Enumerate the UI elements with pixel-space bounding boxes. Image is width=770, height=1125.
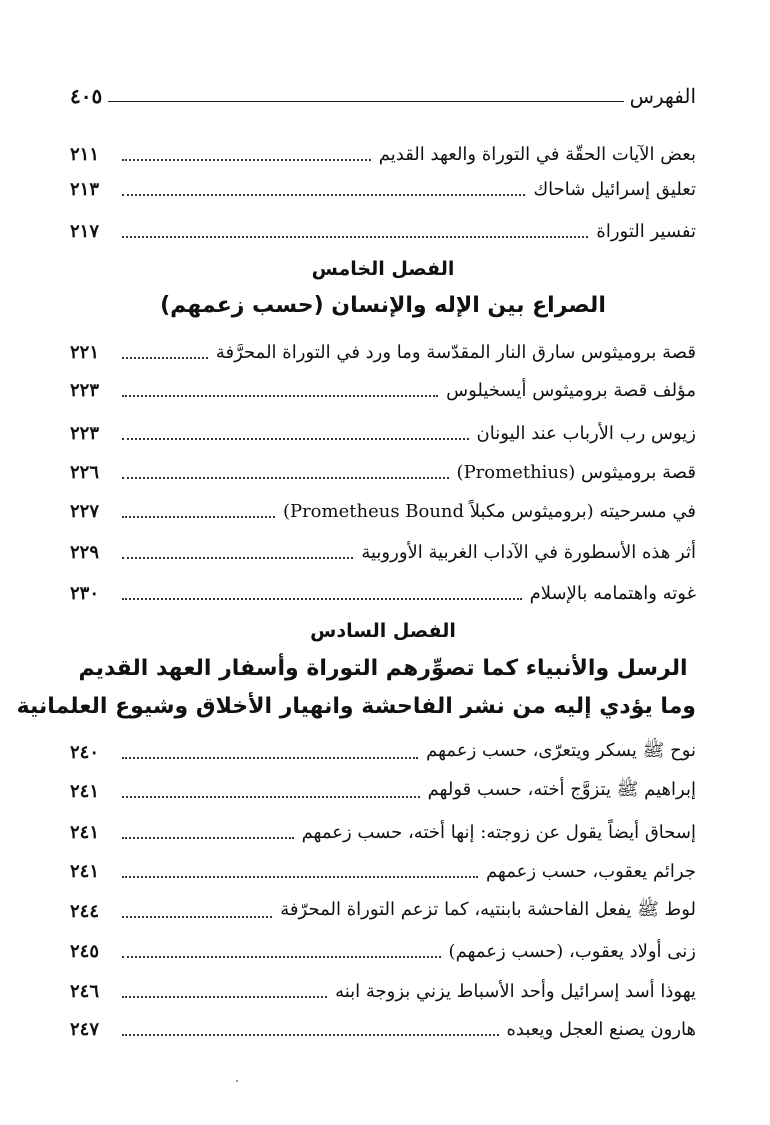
toc-entry bbox=[70, 974, 696, 1008]
toc-entry bbox=[70, 373, 696, 407]
entry-page: ٢٢٩ bbox=[70, 541, 100, 563]
entry-page: ٢٢١ bbox=[70, 341, 100, 363]
leader-dots bbox=[122, 236, 588, 238]
entry-page: ٢٤٧ bbox=[70, 1018, 100, 1040]
entry-page: ٢٤١ bbox=[70, 780, 100, 802]
toc-entry bbox=[70, 934, 696, 968]
entry-text: جرائم يعقوب، حسب زعمهم bbox=[485, 860, 696, 882]
chapter-six-title-line1: الرسل والأنبياء كما تصوِّرهم التوراة وأسفار العهد القديم bbox=[78, 656, 688, 681]
chapter-five-label: الفصل الخامس bbox=[311, 258, 455, 280]
leader-dots bbox=[122, 438, 469, 440]
entry-text: مؤلف قصة بروميثوس أيسخيلوس bbox=[446, 379, 696, 401]
leader-dots bbox=[122, 876, 478, 878]
entry-page: ٢٤٥ bbox=[70, 940, 100, 962]
toc-entry bbox=[70, 172, 696, 206]
entry-page: ٢٤١ bbox=[70, 821, 100, 843]
leader-dots bbox=[122, 916, 272, 918]
toc-entry bbox=[70, 576, 696, 610]
entry-page: ٢٤١ bbox=[70, 860, 100, 882]
leader-dots bbox=[122, 1034, 499, 1036]
entry-page: ٢٤٠ bbox=[70, 741, 100, 763]
entry-text: قصة بروميثوس سارق النار المقدّسة وما ورد في التوراة المحرَّفة bbox=[215, 341, 696, 363]
entry-page: ٢٢٧ bbox=[70, 500, 100, 522]
leader-dots bbox=[122, 194, 525, 196]
entry-page: ٢١٣ bbox=[70, 178, 100, 200]
toc-entry bbox=[70, 815, 696, 849]
leader-dots bbox=[122, 395, 438, 397]
leader-dots bbox=[122, 757, 418, 759]
toc-entry bbox=[70, 455, 696, 489]
entry-text: إبراهيم ﷺ يتزوَّج أخته، حسب قولهم bbox=[427, 779, 696, 800]
toc-entry bbox=[70, 774, 696, 808]
entry-text: إسحاق أيضاً يقول عن زوجته: إنها أخته، حسب زعمهم bbox=[301, 821, 696, 843]
toc-entry bbox=[70, 416, 696, 450]
entry-page: ٢١١ bbox=[70, 143, 100, 165]
leader-dots bbox=[122, 159, 371, 161]
leader-dots bbox=[122, 837, 294, 839]
header-rule bbox=[108, 101, 623, 102]
toc-entry bbox=[70, 735, 696, 769]
entry-text: قصة بروميثوس (Promethius) bbox=[456, 461, 696, 483]
leader-dots bbox=[122, 357, 208, 359]
toc-entry bbox=[70, 137, 696, 171]
entry-text: في مسرحيته (بروميثوس مكبلاً Prometheus Bound) bbox=[282, 500, 696, 522]
scan-speck bbox=[236, 1080, 238, 1082]
running-title: الفهرس bbox=[629, 84, 696, 108]
toc-entry bbox=[70, 894, 696, 928]
entry-page: ٢٢٣ bbox=[70, 379, 100, 401]
leader-dots bbox=[122, 516, 275, 518]
toc-entry bbox=[70, 214, 696, 248]
toc-entry bbox=[70, 335, 696, 369]
page-number: ٤٠٥ bbox=[70, 84, 103, 108]
leader-dots bbox=[122, 996, 327, 998]
page-header bbox=[70, 82, 696, 108]
leader-dots bbox=[122, 557, 353, 559]
toc-entry bbox=[70, 535, 696, 569]
toc-entry bbox=[70, 494, 696, 528]
entry-page: ٢٤٤ bbox=[70, 900, 100, 922]
chapter-six-title-line2: وما يؤدي إليه من نشر الفاحشة وانهيار الأخلاق وشيوع العلمانية bbox=[16, 694, 696, 719]
entry-page: ٢٤٦ bbox=[70, 980, 100, 1002]
chapter-five-title: الصراع بين الإله والإنسان (حسب زعمهم) bbox=[160, 293, 606, 318]
entry-text: تعليق إسرائيل شاحاك bbox=[533, 178, 696, 200]
leader-dots bbox=[122, 956, 441, 958]
entry-text: يهوذا أسد إسرائيل وأحد الأسباط يزني بزوجة ابنه bbox=[335, 980, 696, 1002]
entry-text: غوته واهتمامه بالإسلام bbox=[529, 582, 696, 604]
entry-page: ٢٣٠ bbox=[70, 582, 100, 604]
chapter-six-label: الفصل السادس bbox=[310, 620, 456, 642]
entry-text: هارون يصنع العجل ويعبده bbox=[506, 1018, 696, 1040]
entry-text: تفسير التوراة bbox=[596, 220, 696, 242]
entry-text: زنى أولاد يعقوب، (حسب زعمهم) bbox=[448, 940, 696, 962]
entry-text: بعض الآيات الحقّة في التوراة والعهد القديم bbox=[378, 143, 696, 165]
toc-page bbox=[16, 0, 696, 1125]
leader-dots bbox=[122, 598, 522, 600]
entry-page: ٢٢٣ bbox=[70, 422, 100, 444]
leader-dots bbox=[122, 477, 449, 479]
toc-entry bbox=[70, 1012, 696, 1046]
entry-page: ٢٢٦ bbox=[70, 461, 100, 483]
toc-entry bbox=[70, 854, 696, 888]
entry-text: نوح ﷺ يسكر ويتعرّى، حسب زعمهم bbox=[426, 740, 696, 761]
entry-text: زيوس رب الأرباب عند اليونان bbox=[476, 422, 696, 444]
leader-dots bbox=[122, 796, 420, 798]
entry-page: ٢١٧ bbox=[70, 220, 100, 242]
entry-text: لوط ﷺ يفعل الفاحشة بابنتيه، كما تزعم التوراة المحرّفة bbox=[280, 899, 696, 920]
entry-text: أثر هذه الأسطورة في الآداب الغربية الأوروبية bbox=[361, 541, 696, 563]
